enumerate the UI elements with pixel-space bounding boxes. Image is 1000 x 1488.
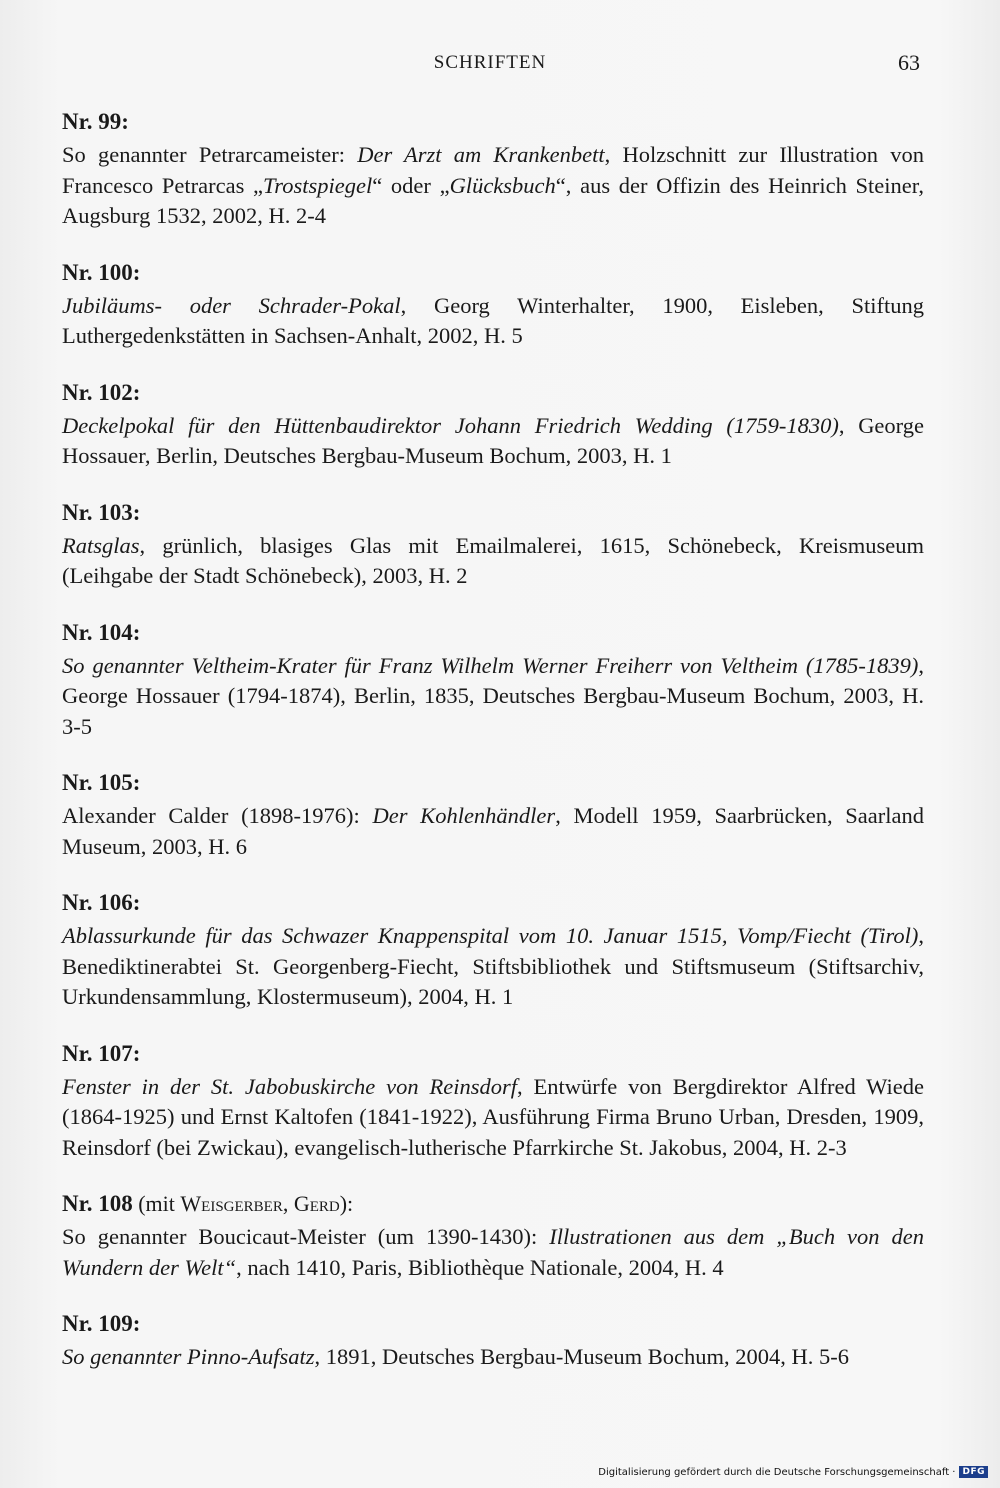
citation-title: Ratsglas [62,532,140,558]
bibliography-entry [62,1038,924,1164]
bibliography-entry [62,1308,924,1373]
entry-number [62,1308,924,1340]
dfg-logo: DFG [959,1466,988,1478]
entry-number-label: Nr. 105: [62,770,141,795]
entry-coauthor-suffix: ): [339,1191,354,1216]
citation-title: Ablassurkunde für das Schwazer Knappenspital vom 10. Januar 1515, Vomp/Fiecht (Tirol) [62,923,919,948]
entry-number-label: Nr. 103: [62,499,141,525]
citation-title: Jubiläums- oder Schrader-Pokal [62,292,401,318]
citation-text: , Benediktinerabtei St. Georgenberg-Fiecht, Stiftsbibliothek und Stiftsmuseum (Stiftsarchiv, Urkundensammlung, Klostermuseum), 2004, H. 1 [62,923,924,1009]
bibliography-entry [62,257,924,352]
entry-number-label: Nr. 99: [62,109,129,134]
entry-number [62,767,924,799]
citation-title: Fenster in der St. Jabobuskirche von Reinsdorf [62,1073,518,1099]
citation-text: So genannter Petrarcameister: [62,142,358,167]
citation-title: So genannter Pinno-Aufsatz [62,1344,315,1369]
bibliography-entry [62,1188,924,1283]
citation-text: “, aus der Offizin des Heinrich Steiner, Augsburg 1532, 2002, H. 2-4 [62,172,924,228]
citation-title: Glücksbuch [449,172,556,198]
citation-text: , George Hossauer, Berlin, Deutsches Bergbau-Museum Bochum, 2003, H. 1 [62,412,924,468]
entry-number-label: Nr. 109: [62,1311,141,1336]
citation-text: , George Hossauer (1794-1874), Berlin, 1835, Deutsches Bergbau-Museum Bochum, 2003, H. 3-5 [62,652,924,739]
entry-number [62,377,924,409]
bibliography-entry [62,887,924,1013]
citation-text: , Entwürfe von Bergdirektor Alfred Wiede (1864-1925) und Ernst Kaltofen (1841-1922), Ausführung Firma Bruno Urban, Dresden, 1909, Reinsdorf (bei Zwickau), evangelisch-lutherische Pfarrkirche St. Jakobus, 2004, H. 2-3 [62,1073,924,1160]
citation-text: So genannter Boucicaut-Meister (um 1390-1430): [62,1224,550,1249]
entry-citation [62,531,924,592]
entry-citation [62,411,924,472]
citation-title: Der Kohlenhändler [372,803,556,828]
citation-title: Illustrationen aus dem „Buch von den Wundern der Welt“ [62,1224,924,1280]
entry-number [62,1188,924,1220]
entry-number [62,106,924,138]
citation-text: , Modell 1959, Saarbrücken, Saarland Museum, 2003, H. 6 [62,803,925,859]
entry-citation [62,291,924,352]
running-head [60,52,920,82]
entry-number-label: Nr. 108 [62,1191,133,1216]
entry-coauthor-name: Weisgerber, Gerd [180,1191,340,1216]
bibliography-entry [62,497,924,592]
entry-number [62,617,924,649]
citation-text: , nach 1410, Paris, Bibliothèque Nationale, 2004, H. 4 [236,1254,724,1280]
entry-number-label: Nr. 104: [62,619,141,645]
bibliography-entry [62,377,924,472]
citation-title: Deckelpokal für den Hüttenbaudirektor Johann Friedrich Wedding (1759-1830) [62,412,839,438]
entry-number-label: Nr. 107: [62,1040,141,1066]
footer-text: Digitalisierung gefördert durch die Deutsche Forschungsgemeinschaft · [598,1466,956,1478]
entry-number-label: Nr. 102: [62,379,141,405]
entry-citation [62,801,924,862]
page-number: 63 [898,50,920,75]
citation-title: Der Arzt am Krankenbett [357,142,605,167]
bibliography-entry [62,106,924,232]
entry-number [62,1038,924,1070]
running-head-title: SCHRIFTEN [433,52,547,73]
entry-citation [62,921,924,1013]
citation-text: , Georg Winterhalter, 1900, Eisleben, Stiftung Luthergedenkstätten in Sachsen-Anhalt, 2002, H. 5 [62,292,924,348]
citation-text: , Holzschnitt zur Illustration von Francesco Petrarcas „ [62,142,924,198]
citation-title: Trostspiegel [263,172,373,198]
bibliography-list [62,106,924,1398]
entry-number [62,887,924,919]
entry-number-label: Nr. 100: [62,259,141,285]
entry-number [62,257,924,289]
citation-text: “ oder „ [372,172,450,198]
bibliography-entry [62,617,924,743]
entry-citation [62,651,924,743]
entry-citation [62,1222,924,1283]
digitization-footer [598,1466,988,1478]
citation-text: , 1891, Deutsches Bergbau-Museum Bochum, 2004, H. 5-6 [314,1344,850,1369]
entry-number-label: Nr. 106: [62,890,141,915]
citation-text: , grünlich, blasiges Glas mit Emailmalerei, 1615, Schönebeck, Kreismuseum (Leihgabe der Stadt Schönebeck), 2003, H. 2 [62,532,924,588]
citation-title: So genannter Veltheim-Krater für Franz Wilhelm Werner Freiherr von Veltheim (1785-1839) [62,652,919,678]
entry-citation [62,140,924,232]
entry-citation [62,1072,924,1164]
entry-coauthor-prefix: (mit [132,1191,181,1216]
bibliography-entry [62,767,924,862]
entry-citation [62,1342,924,1373]
citation-text: Alexander Calder (1898-1976): [62,803,373,828]
entry-number [62,497,924,529]
